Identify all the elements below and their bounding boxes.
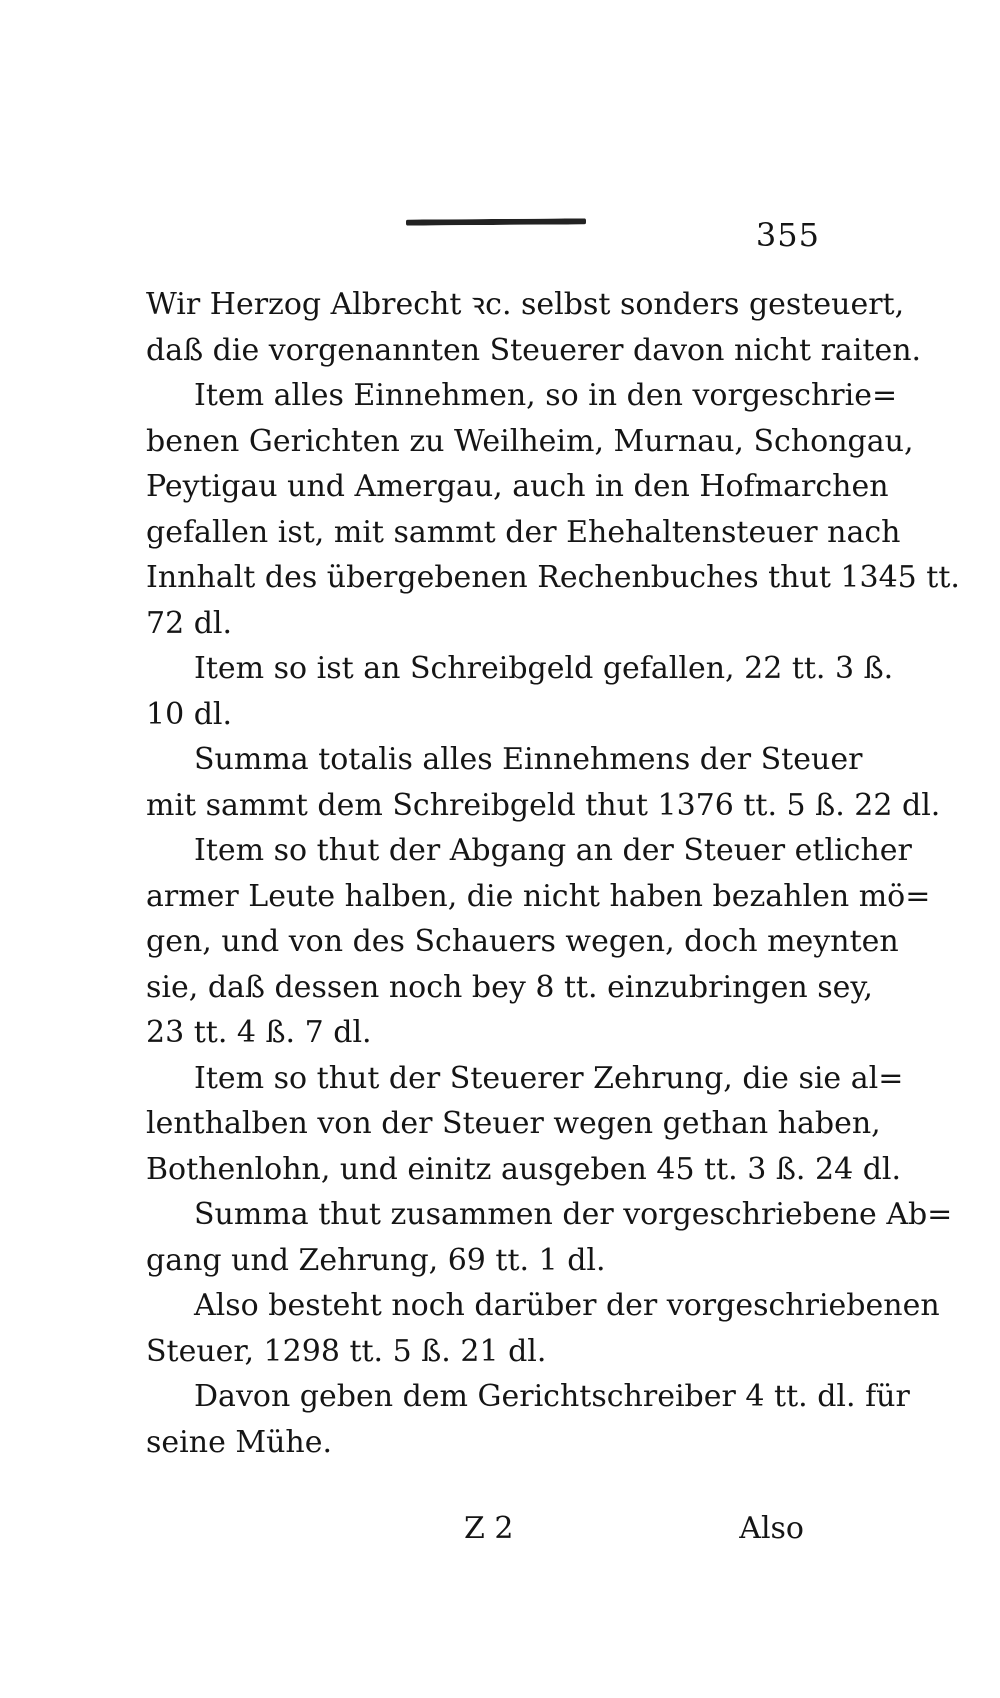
text-line: Item so thut der Steuerer Zehrung, die sie al= <box>194 1060 904 1096</box>
header-rule <box>406 218 586 225</box>
text-line: armer Leute halben, die nicht haben bezahlen mö= <box>146 878 931 914</box>
text-line: gen, und von des Schauers wegen, doch meynten <box>146 924 899 959</box>
text-line: Summa totalis alles Einnehmens der Steuer <box>194 742 863 777</box>
text-line: gefallen ist, mit sammt der Ehehaltensteuer nach <box>146 514 901 550</box>
text-line: Peytigau und Amergau, auch in den Hofmarchen <box>146 469 889 504</box>
text-line: Also besteht noch darüber der vorgeschriebenen <box>194 1288 940 1323</box>
text-line: seine Mühe. <box>146 1424 333 1460</box>
text-line: Summa thut zusammen der vorgeschriebene Ab= <box>194 1197 953 1232</box>
signature-mark: Z 2 <box>464 1511 514 1546</box>
text-line: lenthalben von der Steuer wegen gethan haben, <box>146 1106 881 1141</box>
text-line: daß die vorgenannten Steuerer davon nicht raiten. <box>146 332 922 368</box>
page-number: 355 <box>755 216 820 254</box>
text-line: sie, daß dessen noch bey 8 tt. einzubringen sey, <box>146 969 873 1005</box>
page-footer <box>146 1504 826 1554</box>
text-line: Item so ist an Schreibgeld gefallen, 22 tt. 3 ß. <box>194 651 894 686</box>
text-line: benen Gerichten zu Weilheim, Murnau, Schongau, <box>146 423 914 459</box>
text-line: Wir Herzog Albrecht ꝛc. selbst sonders gesteuert, <box>146 287 905 322</box>
text-line: Bothenlohn, und einitz ausgeben 45 tt. 3 ß. 24 dl. <box>146 1151 902 1187</box>
text-line: gang und Zehrung, 69 tt. 1 dl. <box>146 1242 606 1278</box>
text-line: mit sammt dem Schreibgeld thut 1376 tt. 5 ß. 22 dl. <box>146 787 941 823</box>
text-line: 23 tt. 4 ß. 7 dl. <box>146 1015 372 1050</box>
text-line: Davon geben dem Gerichtschreiber 4 tt. dl. für <box>194 1379 910 1414</box>
text-line: 72 dl. <box>146 605 233 641</box>
text-line: Item alles Einnehmen, so in den vorgeschrie= <box>194 378 898 413</box>
text-line: Steuer, 1298 tt. 5 ß. 21 dl. <box>146 1333 547 1369</box>
catchword: Also <box>739 1511 804 1546</box>
body-text <box>146 282 960 1465</box>
text-line: Item so thut der Abgang an der Steuer etlicher <box>194 833 912 868</box>
text-line: Innhalt des übergebenen Rechenbuches thut 1345 tt. <box>146 560 960 595</box>
text-line: 10 dl. <box>146 696 233 732</box>
